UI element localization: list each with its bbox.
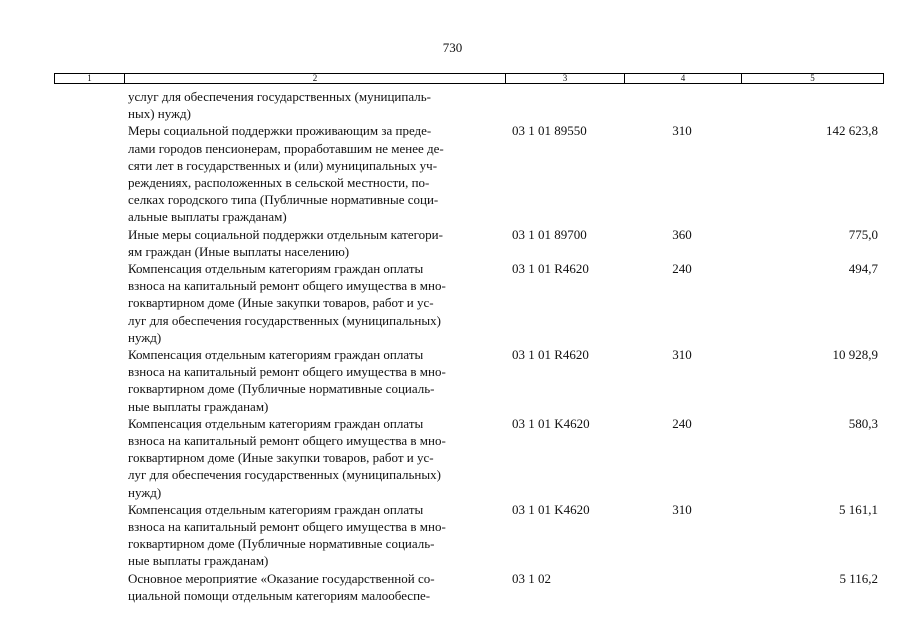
row-expense-type: 240 bbox=[672, 261, 692, 277]
row-description: Компенсация отдельным категориям граждан оплаты взноса на капитальный ремонт общего имущества в мно- гоквартирном доме (Иные закупки товаров, работ и ус- луг для обеспечения государственных (муниципальных) нужд) bbox=[128, 415, 446, 500]
column-header-3: 3 bbox=[506, 74, 625, 83]
row-description: Иные меры социальной поддержки отдельным категори- ям граждан (Иные выплаты населению) bbox=[128, 226, 443, 259]
table-row bbox=[0, 226, 905, 260]
table-header bbox=[54, 73, 884, 84]
row-amount: 580,3 bbox=[848, 415, 878, 431]
row-code: 03 1 01 89700 bbox=[512, 226, 587, 242]
row-code: 03 1 01 K4620 bbox=[512, 415, 590, 431]
row-amount: 5 161,1 bbox=[839, 501, 878, 517]
row-description: Компенсация отдельным категориям граждан оплаты взноса на капитальный ремонт общего имущества в мно- гоквартирном доме (Публичные нормативные социаль- ные выплаты гражданам) bbox=[128, 347, 446, 414]
table-row bbox=[0, 346, 905, 415]
row-description: Основное мероприятие «Оказание государственной со- циальной помощи отдельным категориям малообеспе- bbox=[128, 570, 435, 603]
row-amount: 5 116,2 bbox=[839, 570, 878, 586]
column-header-1: 1 bbox=[55, 74, 125, 83]
table-row bbox=[0, 501, 905, 570]
row-description: услуг для обеспечения государственных (муниципаль- ных) нужд) bbox=[128, 89, 431, 122]
table-row bbox=[0, 122, 905, 225]
table-row bbox=[0, 260, 905, 346]
row-code: 03 1 01 R4620 bbox=[512, 261, 589, 277]
row-description: Меры социальной поддержки проживающим за преде- лами городов пенсионерам, проработавшим не менее де- сяти лет в государственных и (или) муниципальных уч- реждениях, расположенных в сельской местности, по- селках городского типа (Публичные нормативные соци- альные выплаты гражданам) bbox=[128, 123, 444, 225]
row-expense-type: 310 bbox=[672, 347, 692, 363]
page-number: 730 bbox=[442, 40, 463, 55]
row-code: 03 1 02 bbox=[512, 570, 551, 586]
row-amount: 494,7 bbox=[848, 261, 878, 277]
row-amount: 775,0 bbox=[848, 226, 878, 242]
table-body bbox=[0, 88, 905, 604]
row-expense-type: 310 bbox=[672, 123, 692, 139]
row-expense-type: 240 bbox=[672, 415, 692, 431]
table-row bbox=[0, 88, 905, 122]
row-code: 03 1 01 K4620 bbox=[512, 501, 590, 517]
row-description: Компенсация отдельным категориям граждан оплаты взноса на капитальный ремонт общего имущества в мно- гоквартирном доме (Публичные нормативные социаль- ные выплаты гражданам) bbox=[128, 501, 446, 569]
column-header-2: 2 bbox=[125, 74, 506, 83]
column-header-4: 4 bbox=[625, 74, 742, 83]
row-description: Компенсация отдельным категориям граждан оплаты взноса на капитальный ремонт общего имущества в мно- гоквартирном доме (Иные закупки товаров, работ и ус- луг для обеспечения государственных (муниципальных) нужд) bbox=[128, 261, 446, 345]
table-row bbox=[0, 570, 905, 604]
row-code: 03 1 01 R4620 bbox=[512, 347, 589, 363]
row-code: 03 1 01 89550 bbox=[512, 123, 587, 139]
row-expense-type: 360 bbox=[672, 226, 692, 242]
row-amount: 10 928,9 bbox=[832, 347, 878, 363]
row-amount: 142 623,8 bbox=[826, 123, 878, 139]
row-expense-type: 310 bbox=[672, 501, 692, 517]
column-header-5: 5 bbox=[810, 73, 815, 83]
table-row bbox=[0, 415, 905, 501]
